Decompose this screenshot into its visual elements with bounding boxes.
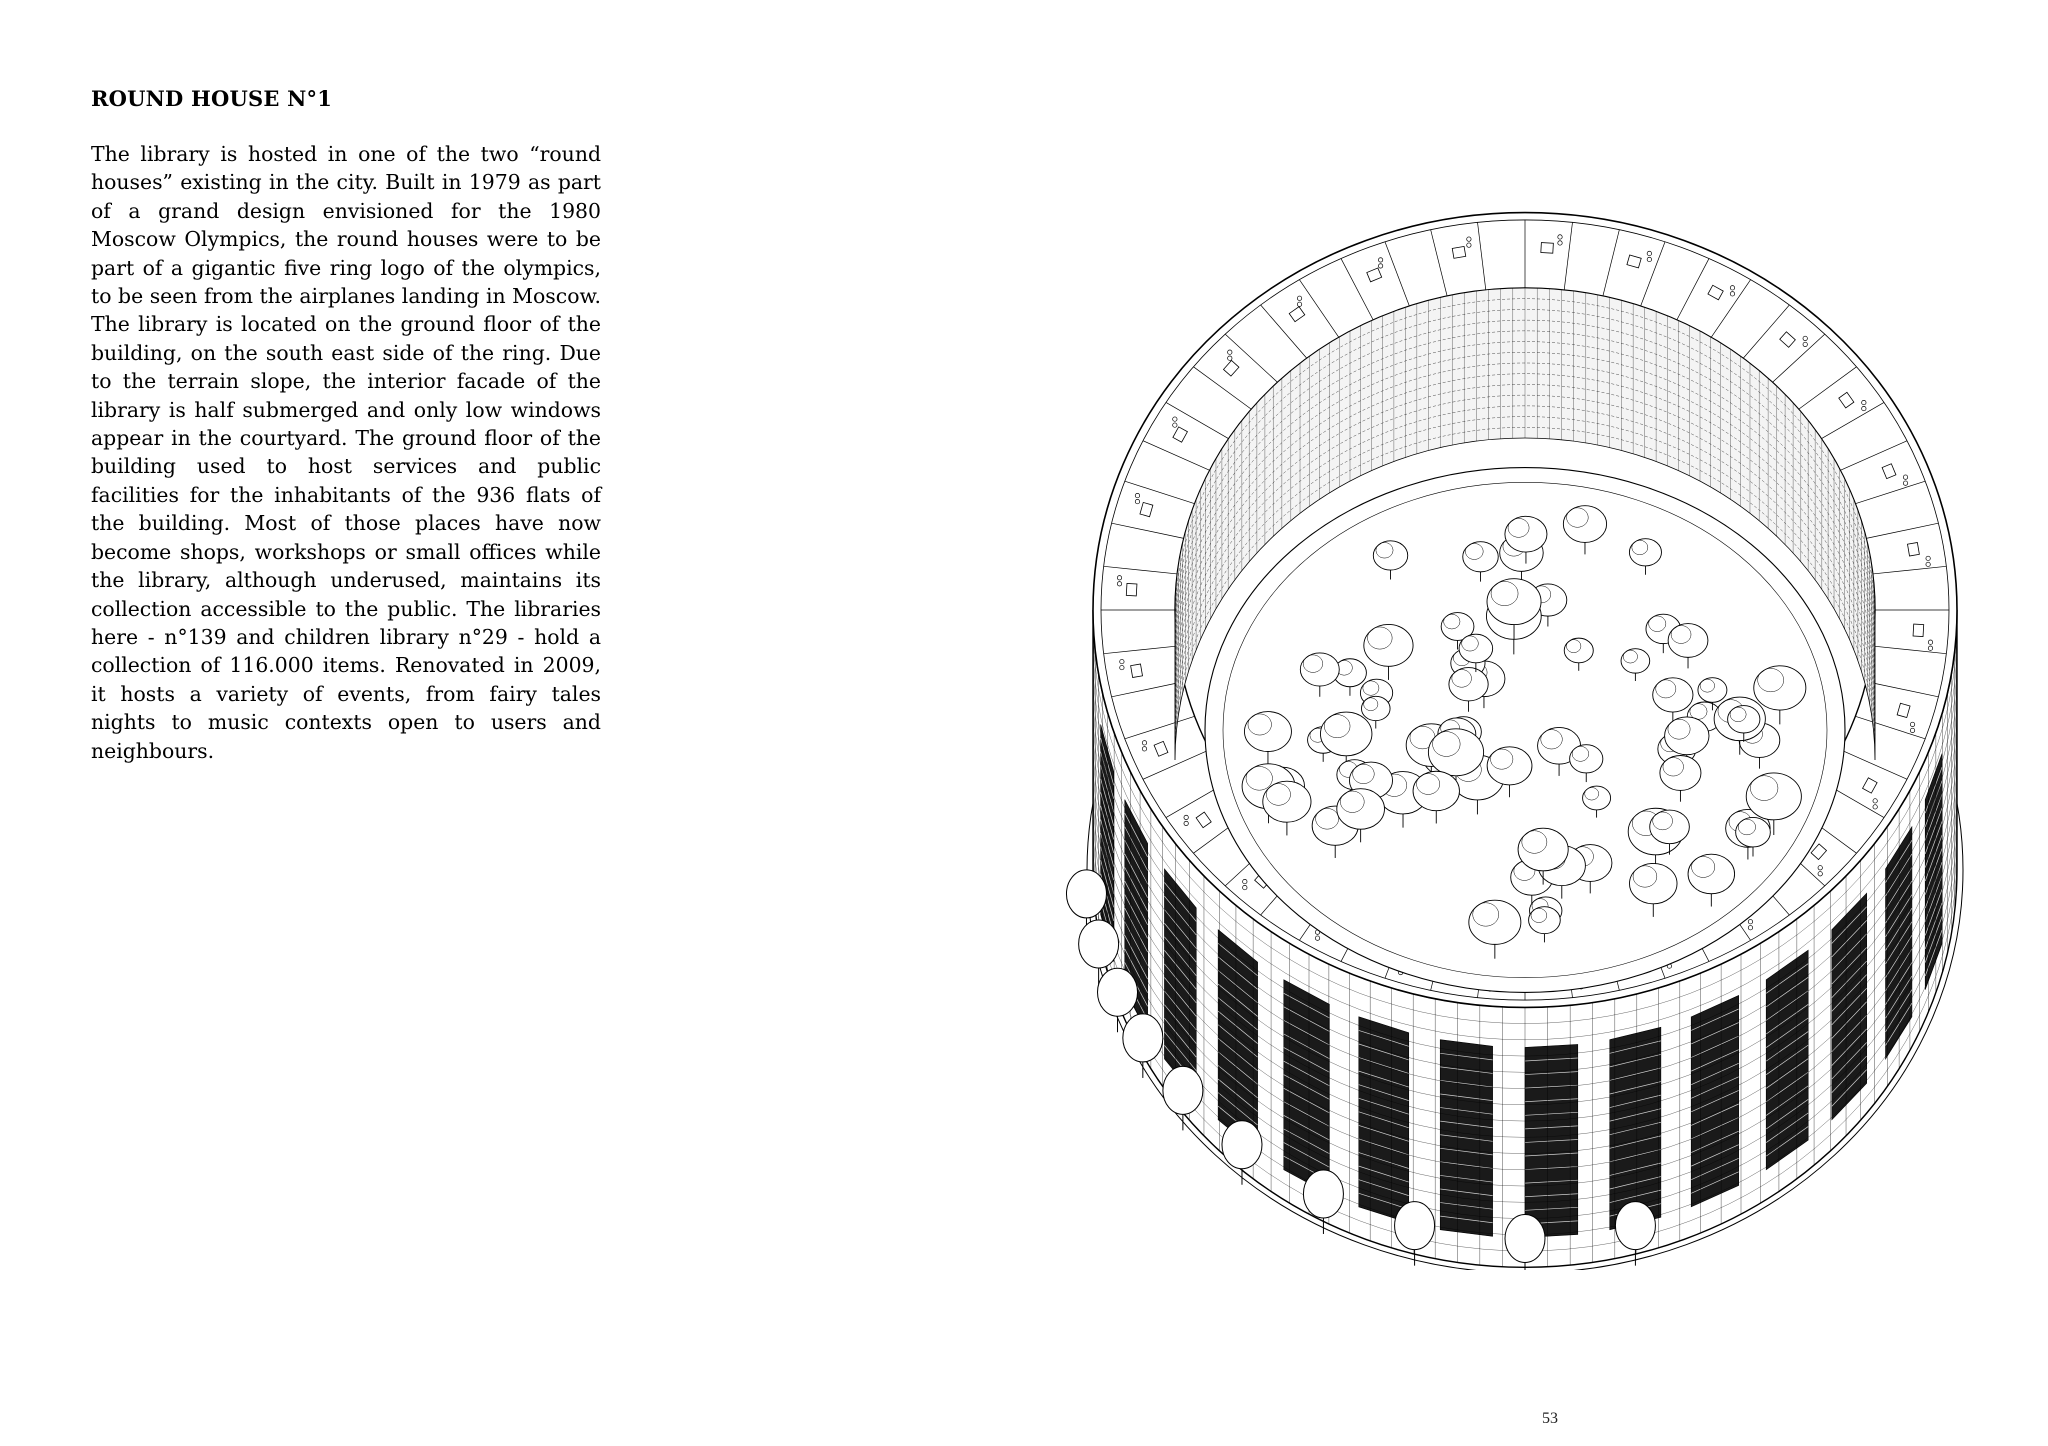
page-number: 53: [1542, 1410, 1558, 1427]
round-house-axonometric-drawing: [1055, 190, 2015, 1270]
drawing-root: [1066, 213, 1963, 1270]
page-title: ROUND HOUSE N°1: [91, 86, 333, 111]
body-paragraph: The library is hosted in one of the two “round houses” existing in the city. Built in 1979 as part of a grand design envisioned for the 1980 Moscow Olympics, the round houses were to be part of a gigantic five ring logo of the olympics, to be seen from the airplanes landing in Moscow. The library is located on the ground floor of the building, on the south east side of the ring. Due to the terrain slope, the interior facade of the library is half submerged and only low windows appear in the courtyard. The ground floor of the building used to host services and public facilities for the inhabitants of the 936 flats of the building. Most of those places have now become shops, workshops or small offices while the library, although underused, maintains its collection accessible to the public. The libraries here - n°139 and children library n°29 - hold a collection of 116.000 items. Renovated in 2009, it hosts a variety of events, from fairy tales nights to music contexts open to users and neighbours.: [91, 142, 601, 763]
courtyard: [1205, 468, 1845, 993]
